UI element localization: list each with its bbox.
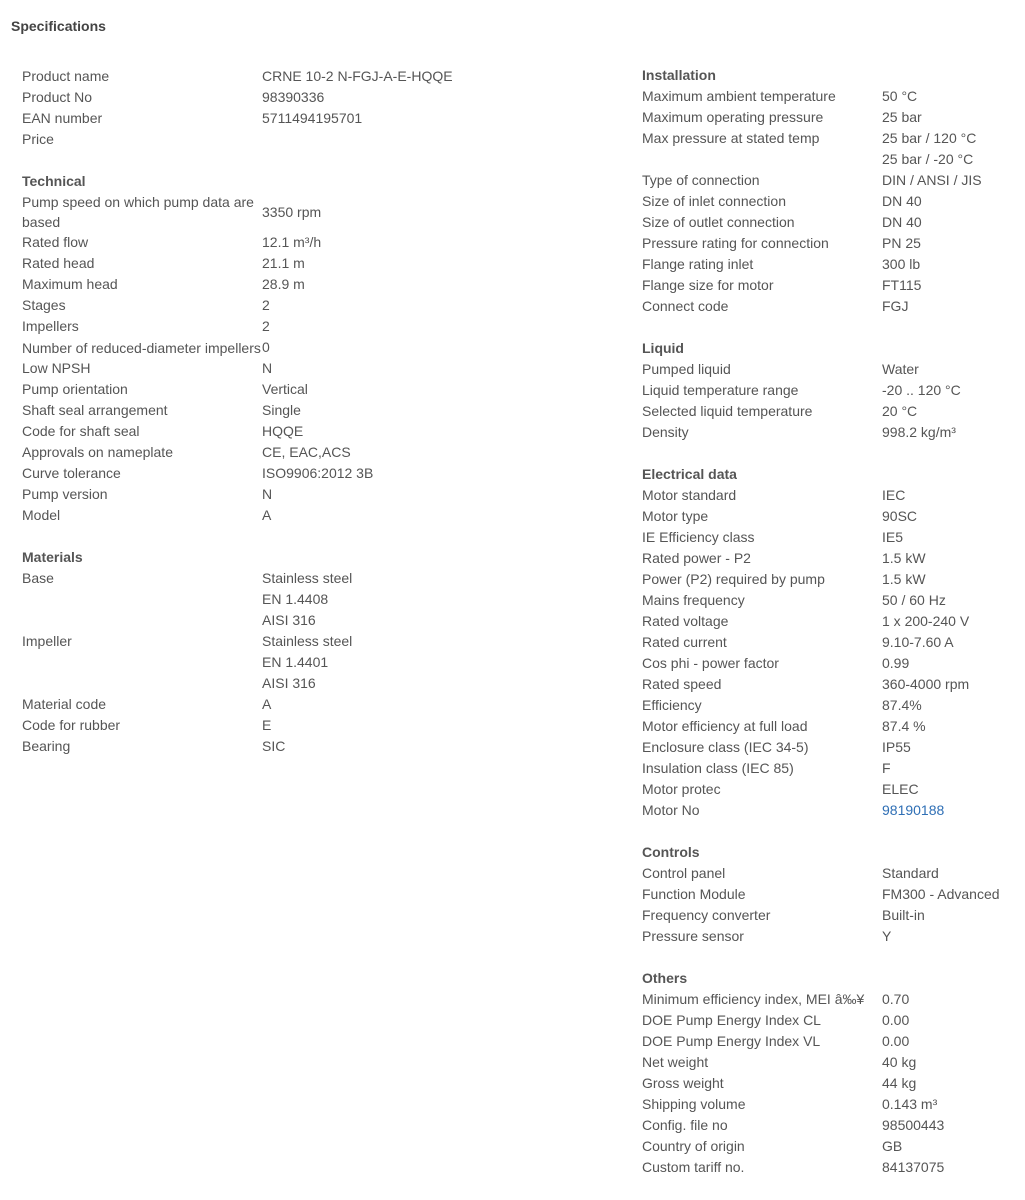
spec-value: Built-in — [882, 907, 925, 923]
spec-row — [22, 442, 582, 463]
spec-label: Minimum efficiency index, MEI â‰¥ — [642, 991, 865, 1007]
spec-row — [642, 506, 1022, 527]
spec-value: 21.1 m — [262, 255, 305, 271]
page-title: Specifications — [11, 18, 106, 34]
spec-value: N — [262, 360, 273, 376]
spec-row — [642, 1052, 1022, 1073]
spec-row-max-pressure — [642, 128, 1022, 170]
spec-label: Size of outlet connection — [642, 214, 795, 230]
spec-label: Country of origin — [642, 1138, 745, 1154]
spec-row — [642, 233, 1022, 254]
spec-label: DOE Pump Energy Index CL — [642, 1012, 821, 1028]
spec-row — [642, 485, 1022, 506]
spec-value: Standard — [882, 865, 939, 881]
spec-row — [642, 380, 1022, 401]
spec-row — [22, 379, 582, 400]
spec-row — [642, 170, 1022, 191]
spec-value: F — [882, 760, 891, 776]
spec-row — [642, 779, 1022, 800]
right-column — [642, 65, 1022, 1199]
spec-row — [22, 192, 582, 232]
spec-label: Maximum ambient temperature — [642, 88, 836, 104]
spec-label: Shaft seal arrangement — [22, 402, 168, 418]
spec-row — [642, 1031, 1022, 1052]
spec-label: Size of inlet connection — [642, 193, 786, 209]
spec-value: 998.2 kg/m³ — [882, 424, 956, 440]
spec-row — [642, 401, 1022, 422]
spec-value: 40 kg — [882, 1054, 917, 1070]
spec-value: 0.143 m³ — [882, 1096, 938, 1112]
spec-row — [642, 905, 1022, 926]
spec-value: 98500443 — [882, 1117, 945, 1133]
spec-label: IE Efficiency class — [642, 529, 755, 545]
spec-row — [22, 715, 582, 736]
spec-value: 360-4000 rpm — [882, 676, 970, 692]
spec-label: Maximum operating pressure — [642, 109, 824, 125]
spec-row — [642, 1136, 1022, 1157]
spec-label: Impeller — [22, 633, 72, 649]
spec-value: -20 .. 120 °C — [882, 382, 961, 398]
spec-row — [642, 1094, 1022, 1115]
spec-value: 0.99 — [882, 655, 910, 671]
spec-label: Rated power - P2 — [642, 550, 751, 566]
spec-value: 90SC — [882, 508, 918, 524]
spec-value: 50 / 60 Hz — [882, 592, 946, 608]
spec-row — [642, 191, 1022, 212]
spec-label: Product No — [22, 89, 93, 105]
spec-row — [642, 737, 1022, 758]
spec-label: Shipping volume — [642, 1096, 746, 1112]
spec-row — [642, 1157, 1022, 1178]
spec-row — [642, 548, 1022, 569]
spec-row — [642, 863, 1022, 884]
spec-value: 1.5 kW — [882, 550, 926, 566]
spec-value: CE, EAC,ACS — [262, 444, 351, 460]
spec-row — [642, 989, 1022, 1010]
spec-value: 20 °C — [882, 403, 918, 419]
spec-value: 87.4 % — [882, 718, 926, 734]
spec-row — [642, 926, 1022, 947]
spec-row — [22, 337, 582, 358]
spec-value: DIN / ANSI / JIS — [882, 172, 982, 188]
left-column — [22, 66, 582, 778]
spec-label: Motor standard — [642, 487, 737, 503]
liquid-section — [642, 338, 1022, 443]
spec-label: Material code — [22, 696, 107, 712]
spec-label: Pump orientation — [22, 381, 128, 397]
section-title-others: Others — [642, 970, 688, 986]
spec-label: Rated voltage — [642, 613, 729, 629]
spec-row-price — [22, 129, 582, 150]
spec-value-line: EN 1.4408 — [262, 591, 329, 607]
spec-row-impeller — [22, 631, 582, 694]
spec-value: 2 — [262, 297, 270, 313]
spec-value: Vertical — [262, 381, 308, 397]
spec-label: Mains frequency — [642, 592, 745, 608]
spec-label: Flange size for motor — [642, 277, 774, 293]
spec-label: Pump speed on which pump data are based — [22, 194, 254, 230]
spec-row — [642, 695, 1022, 716]
spec-value: 84137075 — [882, 1159, 945, 1175]
spec-label: Low NPSH — [22, 360, 91, 376]
spec-label: Approvals on nameplate — [22, 444, 173, 460]
spec-row — [642, 1010, 1022, 1031]
spec-value: IE5 — [882, 529, 904, 545]
spec-value: 2 — [262, 318, 270, 334]
spec-row — [22, 274, 582, 295]
spec-value: 87.4% — [882, 697, 922, 713]
section-title-controls: Controls — [642, 844, 700, 860]
spec-label: Gross weight — [642, 1075, 724, 1091]
spec-label: Power (P2) required by pump — [642, 571, 825, 587]
spec-value: 0.00 — [882, 1012, 910, 1028]
spec-label: Pump version — [22, 486, 108, 502]
spec-label: Impellers — [22, 318, 79, 334]
spec-label: Net weight — [642, 1054, 709, 1070]
spec-label: Rated flow — [22, 234, 89, 250]
spec-row — [642, 674, 1022, 695]
spec-label: Code for shaft seal — [22, 423, 140, 439]
installation-section — [642, 65, 1022, 317]
spec-label: Frequency converter — [642, 907, 771, 923]
spec-row-motor-no — [642, 800, 1022, 821]
spec-label: Type of connection — [642, 172, 760, 188]
others-section — [642, 968, 1022, 1178]
spec-value: 28.9 m — [262, 276, 305, 292]
spec-value: Water — [882, 361, 919, 377]
spec-label: Motor efficiency at full load — [642, 718, 808, 734]
spec-row — [642, 1115, 1022, 1136]
spec-label: Rated head — [22, 255, 95, 271]
spec-value: 98390336 — [262, 89, 325, 105]
spec-row — [642, 569, 1022, 590]
motor-no-link[interactable]: 98190188 — [882, 802, 945, 818]
spec-row — [642, 716, 1022, 737]
spec-label: Pumped liquid — [642, 361, 731, 377]
spec-value-line: EN 1.4401 — [262, 654, 329, 670]
spec-row — [642, 632, 1022, 653]
general-section — [22, 66, 582, 150]
spec-row — [22, 421, 582, 442]
spec-value: 12.1 m³/h — [262, 234, 322, 250]
section-title-materials: Materials — [22, 549, 83, 565]
spec-label: Config. file no — [642, 1117, 728, 1133]
spec-row — [22, 316, 582, 337]
spec-row — [642, 590, 1022, 611]
spec-value-line: Stainless steel — [262, 633, 353, 649]
spec-row — [642, 653, 1022, 674]
spec-row — [642, 884, 1022, 905]
spec-label: Enclosure class (IEC 34-5) — [642, 739, 809, 755]
spec-value — [262, 631, 582, 694]
spec-label: Motor No — [642, 802, 700, 818]
spec-row — [642, 422, 1022, 443]
spec-value: 0 — [262, 339, 270, 355]
spec-value: DN 40 — [882, 214, 922, 230]
spec-row — [22, 736, 582, 757]
spec-label: Price — [22, 131, 54, 147]
spec-value: 50 °C — [882, 88, 918, 104]
spec-value-line: 25 bar / -20 °C — [882, 151, 974, 167]
spec-value: N — [262, 486, 273, 502]
spec-label: Efficiency — [642, 697, 702, 713]
controls-section — [642, 842, 1022, 947]
spec-value: DN 40 — [882, 193, 922, 209]
spec-row — [642, 758, 1022, 779]
spec-label: Max pressure at stated temp — [642, 130, 820, 146]
spec-value: ISO9906:2012 3B — [262, 465, 374, 481]
spec-label: Custom tariff no. — [642, 1159, 745, 1175]
spec-label: Function Module — [642, 886, 746, 902]
spec-row — [642, 275, 1022, 296]
spec-row — [22, 694, 582, 715]
spec-value: 300 lb — [882, 256, 921, 272]
section-title-technical: Technical — [22, 173, 86, 189]
spec-value: Single — [262, 402, 301, 418]
spec-value: SIC — [262, 738, 286, 754]
spec-row — [642, 212, 1022, 233]
spec-row — [22, 400, 582, 421]
spec-value — [882, 128, 1022, 170]
spec-value: FT115 — [882, 277, 922, 293]
technical-section — [22, 171, 582, 526]
section-title-installation: Installation — [642, 67, 716, 83]
spec-row — [22, 232, 582, 253]
spec-label: Cos phi - power factor — [642, 655, 779, 671]
spec-value: 5711494195701 — [262, 110, 363, 126]
spec-label: Motor protec — [642, 781, 721, 797]
spec-row — [642, 296, 1022, 317]
spec-value: 0.70 — [882, 991, 910, 1007]
spec-row — [22, 295, 582, 316]
spec-row — [642, 611, 1022, 632]
spec-value: HQQE — [262, 423, 304, 439]
spec-value: 3350 rpm — [262, 203, 322, 220]
spec-label: DOE Pump Energy Index VL — [642, 1033, 821, 1049]
spec-value — [262, 568, 582, 631]
spec-value-line: AISI 316 — [262, 612, 316, 628]
spec-label: Motor type — [642, 508, 709, 524]
spec-row-ean — [22, 108, 582, 129]
spec-value: A — [262, 507, 272, 523]
spec-value: 0.00 — [882, 1033, 910, 1049]
spec-value: IP55 — [882, 739, 911, 755]
spec-row — [642, 359, 1022, 380]
spec-value: ELEC — [882, 781, 919, 797]
section-title-electrical: Electrical data — [642, 466, 737, 482]
spec-row — [642, 254, 1022, 275]
spec-label: EAN number — [22, 110, 103, 126]
spec-row — [22, 463, 582, 484]
spec-label: Control panel — [642, 865, 726, 881]
spec-label: Code for rubber — [22, 717, 121, 733]
spec-label: Pressure rating for connection — [642, 235, 829, 251]
spec-value: IEC — [882, 487, 906, 503]
spec-value: CRNE 10-2 N-FGJ-A-E-HQQE — [262, 68, 453, 84]
spec-label: Selected liquid temperature — [642, 403, 813, 419]
spec-label: Rated speed — [642, 676, 722, 692]
spec-row — [642, 1073, 1022, 1094]
electrical-section — [642, 464, 1022, 821]
spec-value: 1 x 200-240 V — [882, 613, 970, 629]
spec-label: Rated current — [642, 634, 727, 650]
spec-label: Curve tolerance — [22, 465, 121, 481]
spec-row-product-no — [22, 87, 582, 108]
spec-label: Liquid temperature range — [642, 382, 799, 398]
spec-value: E — [262, 717, 272, 733]
spec-value: 9.10-7.60 A — [882, 634, 954, 650]
spec-row-product-name — [22, 66, 582, 87]
spec-label: Base — [22, 570, 54, 586]
spec-row — [22, 358, 582, 379]
spec-value: FGJ — [882, 298, 909, 314]
spec-label: Pressure sensor — [642, 928, 744, 944]
spec-label: Flange rating inlet — [642, 256, 754, 272]
spec-row — [642, 86, 1022, 107]
spec-label: Insulation class (IEC 85) — [642, 760, 794, 776]
spec-value-line: Stainless steel — [262, 570, 353, 586]
section-title-liquid: Liquid — [642, 340, 684, 356]
spec-value: 1.5 kW — [882, 571, 926, 587]
spec-value: GB — [882, 1138, 903, 1154]
spec-value-line: AISI 316 — [262, 675, 316, 691]
spec-label: Stages — [22, 297, 66, 313]
spec-label: Density — [642, 424, 689, 440]
spec-row — [642, 107, 1022, 128]
spec-row — [22, 253, 582, 274]
spec-value: PN 25 — [882, 235, 921, 251]
spec-value: 44 kg — [882, 1075, 917, 1091]
spec-value-line: 25 bar / 120 °C — [882, 130, 977, 146]
spec-value: A — [262, 696, 272, 712]
spec-label: Maximum head — [22, 276, 118, 292]
materials-section — [22, 547, 582, 757]
spec-row — [22, 484, 582, 505]
spec-row-base — [22, 568, 582, 631]
spec-value: Y — [882, 928, 892, 944]
spec-label: Bearing — [22, 738, 71, 754]
spec-row — [642, 527, 1022, 548]
spec-label: Number of reduced-diameter impellers — [22, 339, 261, 356]
spec-value: FM300 - Advanced — [882, 886, 1000, 902]
spec-label: Product name — [22, 68, 110, 84]
spec-label: Connect code — [642, 298, 729, 314]
spec-label: Model — [22, 507, 61, 523]
spec-value: 25 bar — [882, 109, 922, 125]
spec-row — [22, 505, 582, 526]
